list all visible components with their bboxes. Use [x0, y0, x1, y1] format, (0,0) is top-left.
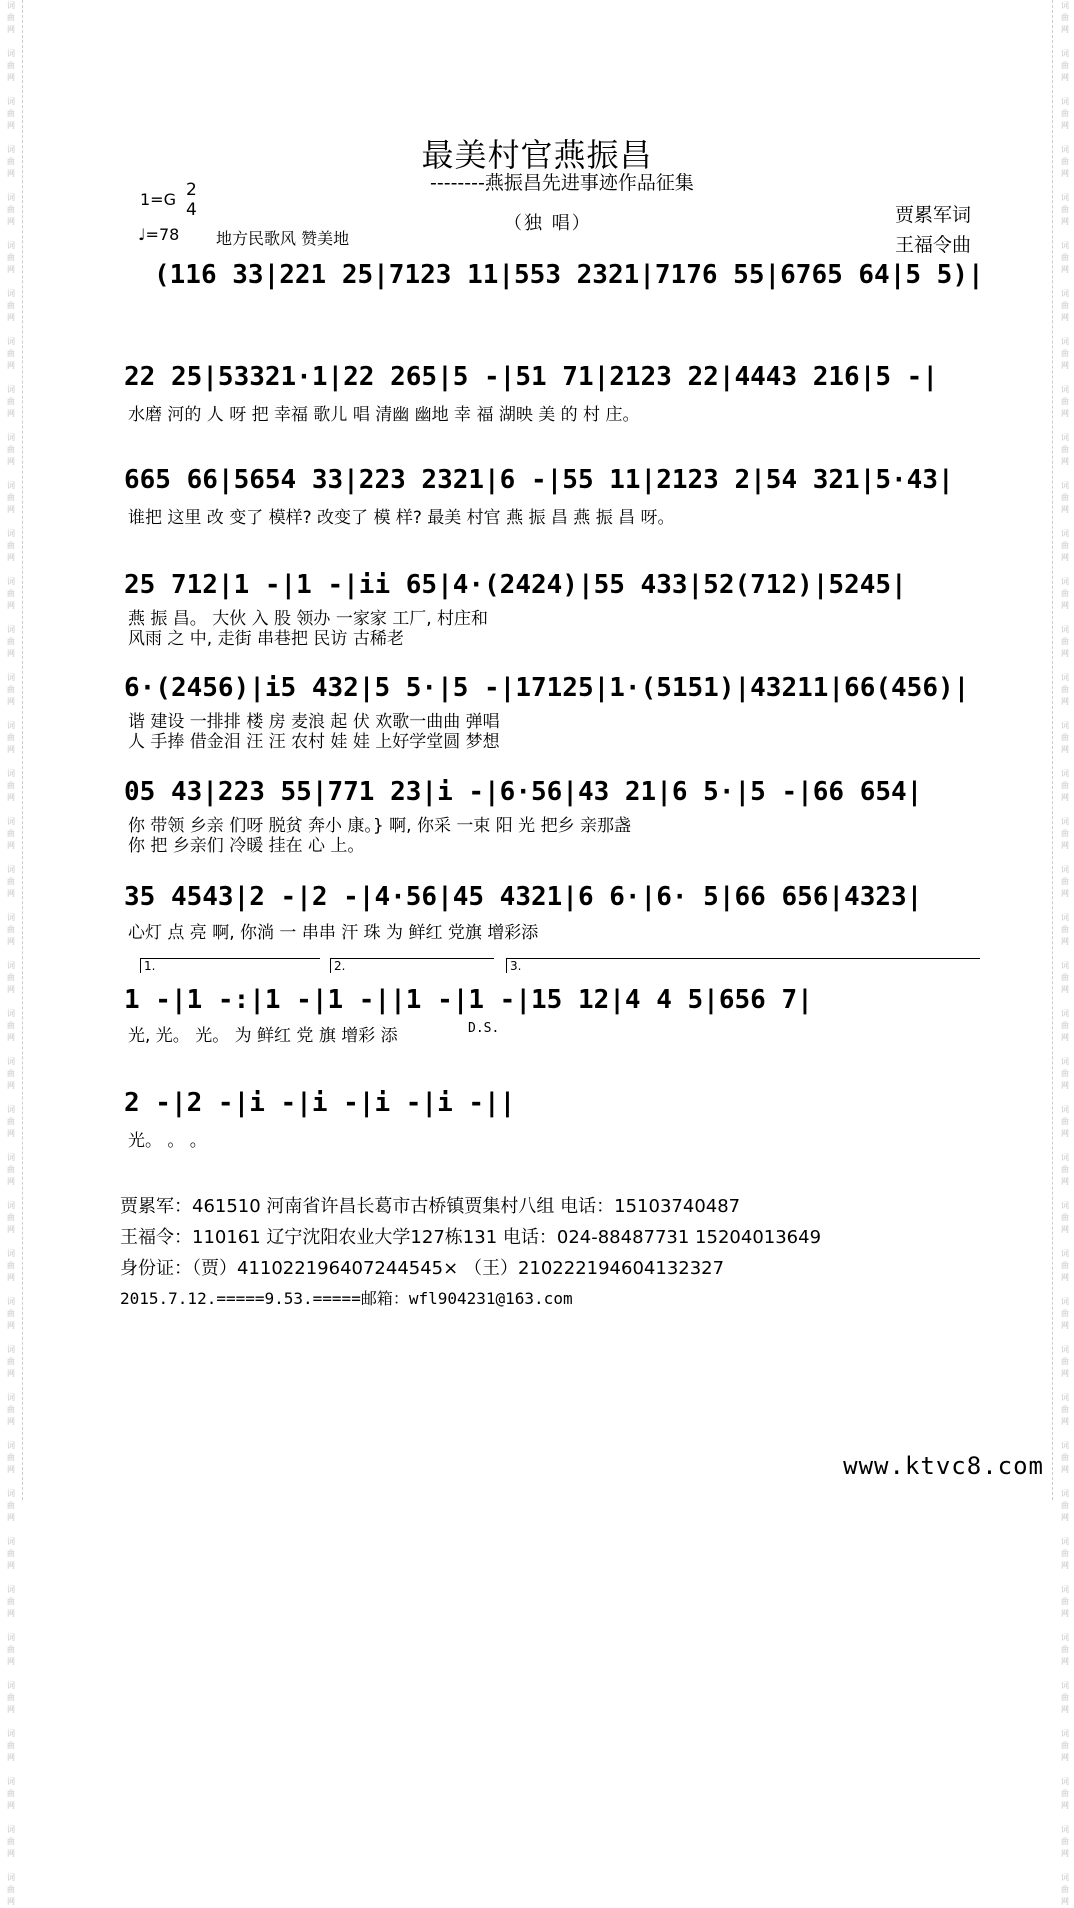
lyrics-line: 光, 光。 光。 为 鲜红 党 旗 增彩 添: [128, 1026, 398, 1046]
notation-line: 22 25|53321·1|22 265|5 -|51 71|2123 22|4443 216|5 -|: [124, 362, 938, 392]
dal-segno-marking: D.S.: [468, 1021, 500, 1036]
left-side-watermark: 词 曲 网 词 曲 网 词 曲 网 词 曲 网 词 曲 网 词 曲 网 词 曲 网 词 曲 网 词 曲 网 词 曲 网 词 曲 网 词 曲 网 词 曲 网 词 曲 网 词 曲 网 词 曲 网 词 曲 网 词 曲 网 词 曲 网 词 曲 网 词 曲 网 词 曲 网 词 曲 网 词 曲 网 词 曲 网 词 曲 网 词 曲 网 词 曲 网 词 曲 网 词 曲 网 词 曲 网 词 曲 网 词 曲 网 词 曲 网 词 曲 网 词 曲 网 词 曲 网 词 曲 网 词 曲 网 词 曲 网: [7, 1, 15, 1906]
style-marking: 地方民歌风 赞美地: [216, 229, 350, 248]
right-side-watermark: 词 曲 网 词 曲 网 词 曲 网 词 曲 网 词 曲 网 词 曲 网 词 曲 网 词 曲 网 词 曲 网 词 曲 网 词 曲 网 词 曲 网 词 曲 网 词 曲 网 词 曲 网 词 曲 网 词 曲 网 词 曲 网 词 曲 网 词 曲 网 词 曲 网 词 曲 网 词 曲 网 词 曲 网 词 曲 网 词 曲 网 词 曲 网 词 曲 网 词 曲 网 词 曲 网 词 曲 网 词 曲 网 词 曲 网 词 曲 网 词 曲 网 词 曲 网 词 曲 网 词 曲 网 词 曲 网 词 曲 网: [1061, 1, 1069, 1906]
key-signature: 1=G: [140, 190, 176, 209]
notation-line: 35 4543|2 -|2 -|4·56|45 4321|6 6·|6· 5|66 656|4323|: [124, 882, 923, 912]
footer-id-numbers: 身份证：（贾）411022196407244545× （王）210222194604132327: [120, 1258, 725, 1279]
notation-line: 2 -|2 -|i -|i -|i -|i -||: [124, 1088, 516, 1118]
lyrics-line: 水磨 河的 人 呀 把 幸福 歌儿 唱 清幽 幽地 幸 福 湖映 美 的 村 庄。: [128, 405, 640, 425]
lyricist-credit: 贾累军词: [895, 204, 972, 226]
site-watermark: www.ktvc8.com: [843, 1452, 1044, 1480]
song-title: 最美村官燕振昌: [421, 136, 653, 174]
notation-line: 05 43|223 55|771 23|i -|6·56|43 21|6 5·|5 -|66 654|: [124, 777, 923, 807]
lyrics-line-2: 人 手捧 借金泪 汪 汪 农村 娃 娃 上好学堂圆 梦想: [128, 732, 500, 752]
volta-1: 1.: [140, 958, 320, 973]
time-signature-bottom: 4: [186, 200, 197, 220]
lyrics-line: 心灯 点 亮 啊, 你淌 一 串串 汗 珠 为 鲜红 党旗 增彩添: [128, 923, 539, 943]
footer-composer-contact: 王福令：110161 辽宁沈阳农业大学127栋131 电话：024-88487731 15204013649: [120, 1227, 822, 1248]
lyrics-line: 你 带领 乡亲 们呀 脱贫 奔小 康。} 啊, 你采 一束 阳 光 把乡 亲那盏: [128, 816, 631, 836]
time-signature: [186, 180, 197, 220]
footer-lyricist-contact: 贾累军：461510 河南省许昌长葛市古桥镇贾集村八组 电话：15103740487: [120, 1196, 741, 1217]
notation-line: 25 712|1 -|1 -|ii 65|4·(2424)|55 433|52(712)|5245|: [124, 570, 907, 600]
composer-credit: 王福令曲: [895, 234, 972, 256]
footer-date-email: 2015.7.12.=====9.53.=====邮箱：wfl904231@163.com: [120, 1289, 573, 1308]
right-border-line: [1052, 0, 1053, 1500]
left-border-line: [22, 0, 23, 1500]
lyrics-line-2: 风雨 之 中, 走街 串巷把 民访 古稀老: [128, 629, 404, 649]
tempo-marking: ♩=78: [138, 225, 180, 244]
volta-3: 3.: [506, 958, 980, 973]
song-subtitle: --------燕振昌先进事迹作品征集: [430, 172, 694, 194]
lyrics-line: 谁把 这里 改 变了 模样? 改变了 模 样? 最美 村官 燕 振 昌 燕 振 昌 呀。: [128, 508, 675, 528]
lyrics-line-2: 你 把 乡亲们 冷暖 挂在 心 上。: [128, 836, 365, 856]
lyrics-line: 谐 建设 一排排 楼 房 麦浪 起 伏 欢歌一曲曲 弹唱: [128, 712, 500, 732]
notation-line: 1 -|1 -:|1 -|1 -||1 -|1 -|15 12|4 4 5|656 7|: [124, 985, 813, 1015]
notation-line: 665 66|5654 33|223 2321|6 -|55 11|2123 2|54 321|5·43|: [124, 465, 954, 495]
performance-mode: （独 唱）: [504, 213, 592, 234]
notation-line: 6·(2456)|i5 432|5 5·|5 -|17125|1·(5151)|43211|66(456)|: [124, 673, 970, 703]
volta-2: 2.: [330, 958, 494, 973]
lyrics-line: 燕 振 昌。 大伙 入 股 领办 一家家 工厂, 村庄和: [128, 609, 489, 629]
time-signature-top: 2: [186, 180, 197, 200]
notation-line: (116 33|221 25|7123 11|553 2321|7176 55|6765 64|5 5)|: [154, 260, 984, 290]
volta-brackets: [124, 958, 994, 978]
lyrics-line: 光。 。 。: [128, 1131, 207, 1151]
